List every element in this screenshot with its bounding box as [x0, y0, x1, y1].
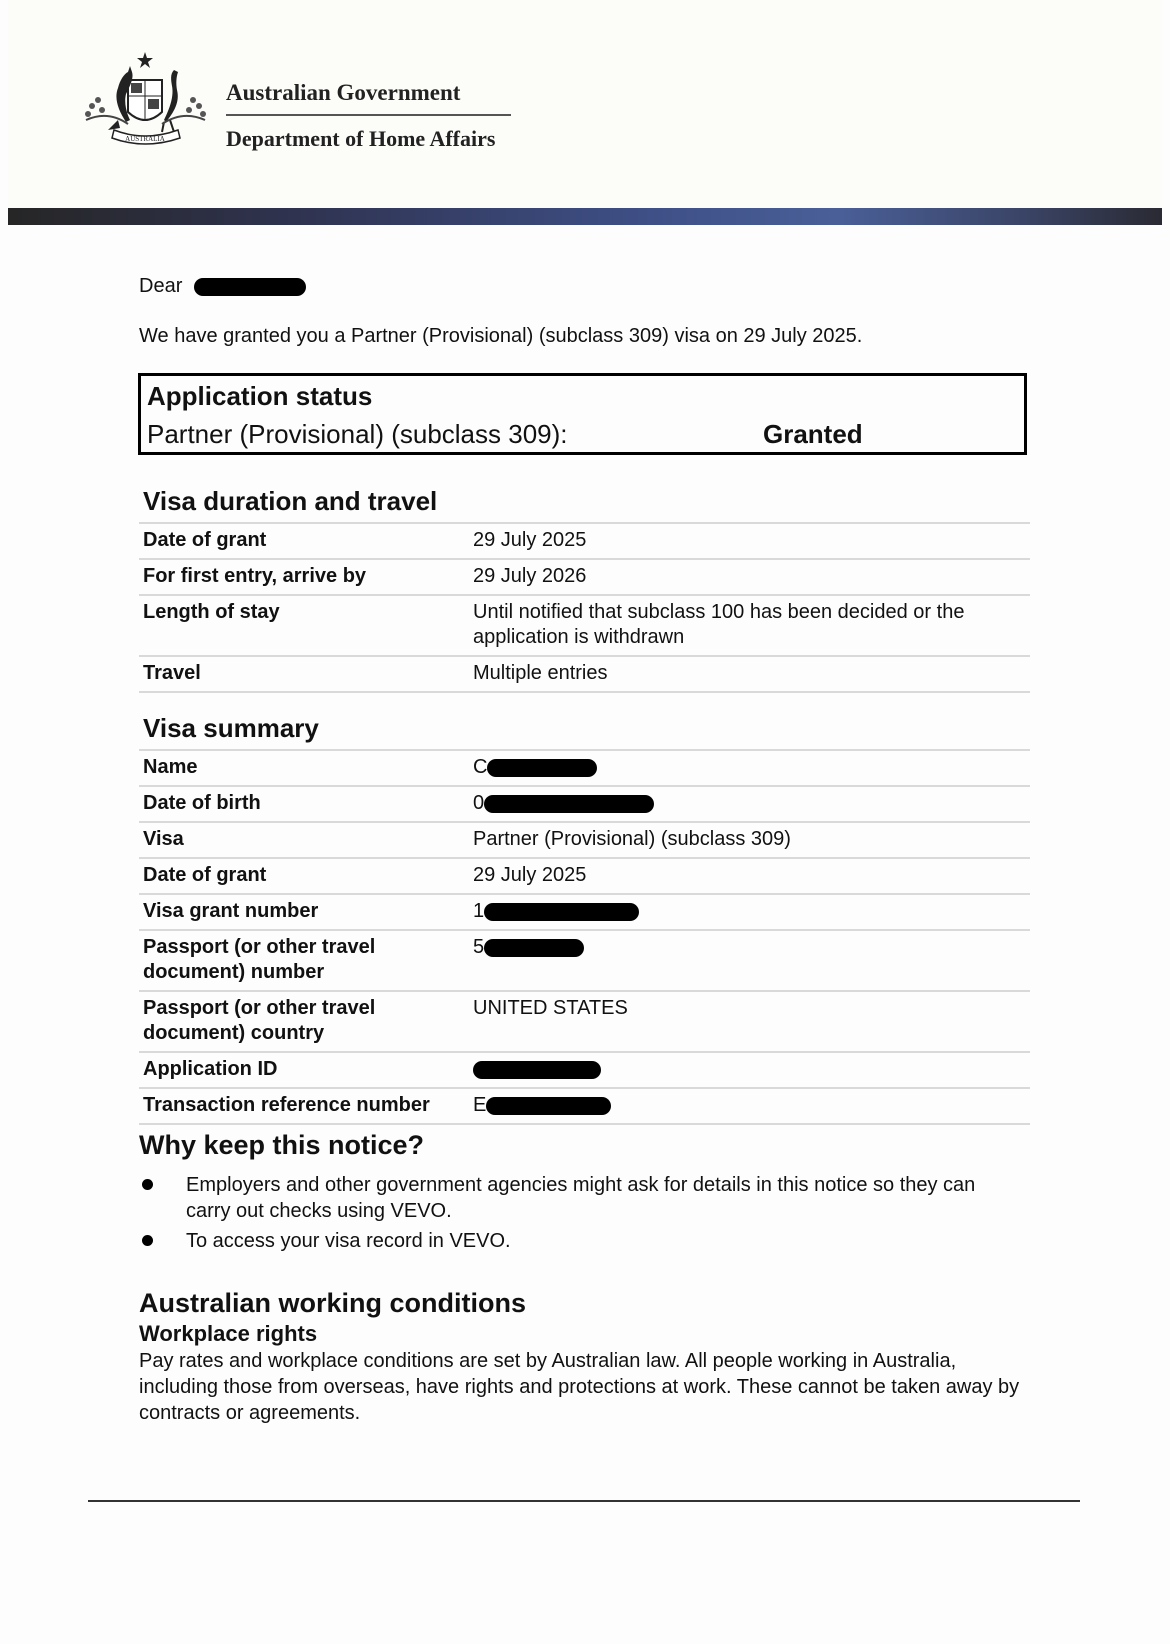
list-item-text: To access your visa record in VEVO. [186, 1230, 511, 1252]
row-value: E [473, 1094, 487, 1116]
footer-divider [88, 1500, 1080, 1502]
row-value: Partner (Provisional) (subclass 309) [469, 822, 1030, 858]
intro-paragraph: We have granted you a Partner (Provisional) (subclass 309) visa on 29 July 2025. [139, 325, 863, 347]
table-row [139, 523, 1030, 559]
table-row [139, 822, 1030, 858]
row-value-cell [469, 894, 1030, 930]
why-keep-heading: Why keep this notice? [139, 1130, 425, 1160]
row-key: Date of birth [139, 786, 469, 822]
government-title: Australian Government [226, 80, 461, 105]
crest-scroll-text: AUSTRALIA [125, 135, 165, 143]
workplace-rights-paragraph: Pay rates and workplace conditions are set by Australian law. All people working in Australia, including those from overseas, have rights and protections at work. These cannot be taken away by contracts or agreements. [139, 1350, 1020, 1424]
row-value: 5 [473, 936, 485, 958]
row-key: For first entry, arrive by [139, 559, 469, 595]
row-key: Application ID [139, 1052, 469, 1088]
redaction-bar [473, 1061, 601, 1079]
visa-summary-heading: Visa summary [143, 713, 319, 743]
table-row [139, 1052, 1030, 1088]
row-key: Date of grant [139, 523, 469, 559]
table-row [139, 991, 1030, 1052]
workplace-rights-subheading: Workplace rights [139, 1321, 318, 1346]
redaction-bar [484, 903, 639, 921]
working-conditions-heading: Australian working conditions [139, 1288, 527, 1318]
redaction-bar [484, 939, 584, 957]
visa-duration-table [139, 522, 1030, 693]
row-key: Visa [139, 822, 469, 858]
row-value-cell [469, 750, 1030, 786]
salutation [139, 275, 306, 298]
status-value: Granted [763, 419, 863, 449]
row-value-cell [469, 786, 1030, 822]
row-value-cell [469, 930, 1030, 991]
list-item [139, 1228, 1019, 1254]
row-key: Date of grant [139, 858, 469, 894]
row-value: Multiple entries [469, 656, 1030, 692]
coat-of-arms-icon [78, 50, 213, 154]
redaction-bar [486, 1097, 611, 1115]
row-value: UNITED STATES [469, 991, 1030, 1052]
row-key: Visa grant number [139, 894, 469, 930]
table-row [139, 930, 1030, 991]
department-title: Department of Home Affairs [226, 126, 496, 151]
row-key: Passport (or other travel document) number [139, 930, 469, 991]
list-item [139, 1172, 1019, 1224]
redaction-bar [484, 795, 654, 813]
row-value: 29 July 2025 [469, 858, 1030, 894]
row-key: Passport (or other travel document) country [139, 991, 469, 1052]
table-row [139, 786, 1030, 822]
application-status-box [138, 373, 1027, 455]
why-keep-list [139, 1172, 1019, 1258]
row-key: Transaction reference number [139, 1088, 469, 1124]
bullet-icon [142, 1179, 153, 1190]
redaction-bar [194, 278, 306, 296]
table-row [139, 559, 1030, 595]
row-value: 1 [473, 900, 485, 922]
row-key: Length of stay [139, 595, 469, 656]
salutation-text: Dear [139, 275, 183, 297]
row-key: Name [139, 750, 469, 786]
table-row [139, 1088, 1030, 1124]
header-band [8, 208, 1162, 225]
table-row [139, 858, 1030, 894]
status-label: Partner (Provisional) (subclass 309): [147, 419, 568, 449]
row-value-cell [469, 1088, 1030, 1124]
row-value: Until notified that subclass 100 has been decided or the application is withdrawn [469, 595, 1030, 656]
table-row [139, 595, 1030, 656]
title-divider [226, 114, 511, 116]
table-row [139, 656, 1030, 692]
visa-summary-table [139, 749, 1030, 1125]
bullet-icon [142, 1235, 153, 1246]
table-row [139, 894, 1030, 930]
table-row [139, 750, 1030, 786]
letterhead [8, 0, 1162, 208]
row-value: 0 [473, 792, 485, 814]
row-key: Travel [139, 656, 469, 692]
row-value: 29 July 2025 [469, 523, 1030, 559]
redaction-bar [487, 759, 597, 777]
row-value-cell [469, 1052, 1030, 1088]
row-value: C [473, 756, 488, 778]
list-item-text: Employers and other government agencies might ask for details in this notice so they can carry out checks using VEVO. [186, 1174, 976, 1222]
row-value: 29 July 2026 [469, 559, 1030, 595]
status-title: Application status [147, 381, 373, 411]
visa-duration-heading: Visa duration and travel [143, 486, 438, 516]
